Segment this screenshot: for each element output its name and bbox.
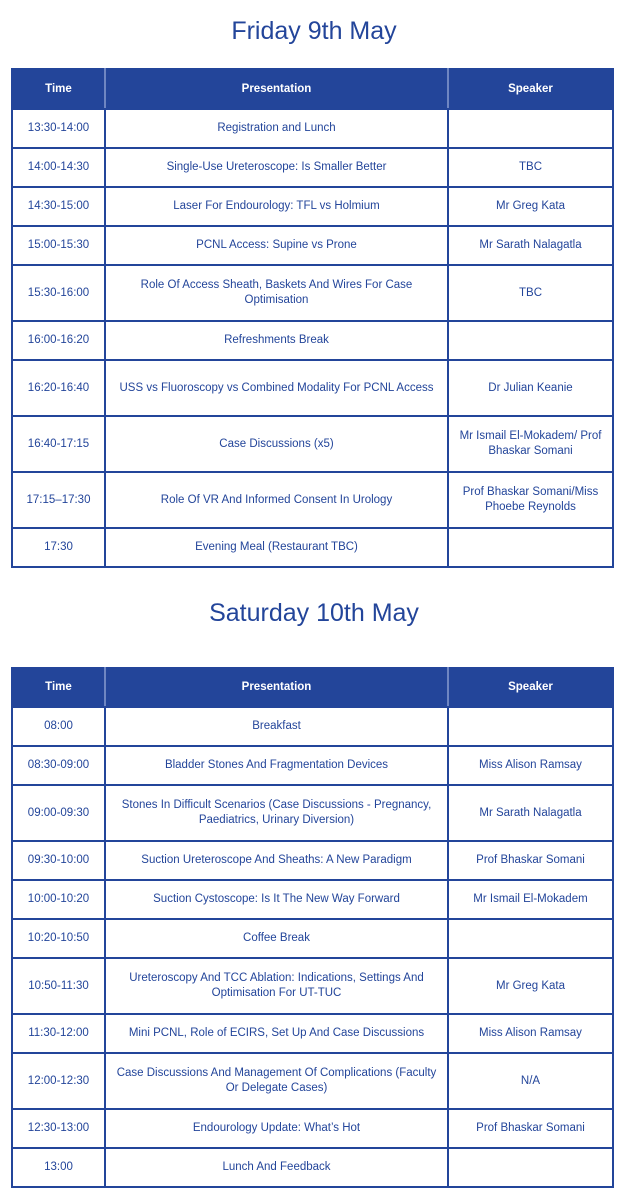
table-row bbox=[12, 321, 613, 360]
table-row bbox=[12, 109, 613, 148]
cell-speaker: Prof Bhaskar Somani bbox=[448, 841, 613, 880]
header-time: Time bbox=[12, 668, 105, 707]
cell-speaker: Miss Alison Ramsay bbox=[448, 1014, 613, 1053]
table-row bbox=[12, 1053, 613, 1109]
table-row bbox=[12, 746, 613, 785]
table-row bbox=[12, 1014, 613, 1053]
cell-speaker: Mr Greg Kata bbox=[448, 958, 613, 1014]
cell-time: 10:50-11:30 bbox=[12, 958, 105, 1014]
header-speaker: Speaker bbox=[448, 668, 613, 707]
cell-presentation: Role Of Access Sheath, Baskets And Wires For Case Optimisation bbox=[105, 265, 448, 321]
cell-time: 12:30-13:00 bbox=[12, 1109, 105, 1148]
cell-speaker: Mr Greg Kata bbox=[448, 187, 613, 226]
cell-time: 13:00 bbox=[12, 1148, 105, 1187]
table-row bbox=[12, 958, 613, 1014]
cell-speaker: Prof Bhaskar Somani/Miss Phoebe Reynolds bbox=[448, 472, 613, 528]
cell-presentation: PCNL Access: Supine vs Prone bbox=[105, 226, 448, 265]
day-title-friday: Friday 9th May bbox=[231, 17, 397, 45]
cell-time: 15:30-16:00 bbox=[12, 265, 105, 321]
cell-presentation: USS vs Fluoroscopy vs Combined Modality For PCNL Access bbox=[105, 360, 448, 416]
header-presentation: Presentation bbox=[105, 668, 448, 707]
header-time: Time bbox=[12, 69, 105, 109]
header-presentation: Presentation bbox=[105, 69, 448, 109]
cell-presentation: Case Discussions (x5) bbox=[105, 416, 448, 472]
cell-presentation: Suction Ureteroscope And Sheaths: A New Paradigm bbox=[105, 841, 448, 880]
cell-speaker bbox=[448, 919, 613, 958]
cell-speaker: Mr Sarath Nalagatla bbox=[448, 226, 613, 265]
cell-speaker: TBC bbox=[448, 265, 613, 321]
cell-time: 10:00-10:20 bbox=[12, 880, 105, 919]
cell-speaker: Dr Julian Keanie bbox=[448, 360, 613, 416]
cell-time: 09:30-10:00 bbox=[12, 841, 105, 880]
table-row bbox=[12, 472, 613, 528]
cell-speaker bbox=[448, 528, 613, 567]
cell-speaker bbox=[448, 1148, 613, 1187]
table-row bbox=[12, 785, 613, 841]
cell-speaker: Mr Ismail El-Mokadem bbox=[448, 880, 613, 919]
cell-speaker: Prof Bhaskar Somani bbox=[448, 1109, 613, 1148]
cell-time: 11:30-12:00 bbox=[12, 1014, 105, 1053]
cell-speaker bbox=[448, 321, 613, 360]
cell-speaker: TBC bbox=[448, 148, 613, 187]
cell-time: 08:30-09:00 bbox=[12, 746, 105, 785]
cell-presentation: Coffee Break bbox=[105, 919, 448, 958]
cell-presentation: Ureteroscopy And TCC Ablation: Indications, Settings And Optimisation For UT-TUC bbox=[105, 958, 448, 1014]
cell-presentation: Suction Cystoscope: Is It The New Way Forward bbox=[105, 880, 448, 919]
cell-speaker: Mr Sarath Nalagatla bbox=[448, 785, 613, 841]
cell-speaker bbox=[448, 109, 613, 148]
cell-time: 16:40-17:15 bbox=[12, 416, 105, 472]
table-row bbox=[12, 528, 613, 567]
cell-time: 14:00-14:30 bbox=[12, 148, 105, 187]
cell-time: 09:00-09:30 bbox=[12, 785, 105, 841]
cell-time: 17:15–17:30 bbox=[12, 472, 105, 528]
cell-presentation: Endourology Update: What’s Hot bbox=[105, 1109, 448, 1148]
table-row bbox=[12, 1109, 613, 1148]
table-row bbox=[12, 880, 613, 919]
cell-presentation: Lunch And Feedback bbox=[105, 1148, 448, 1187]
day-title-saturday: Saturday 10th May bbox=[209, 599, 419, 627]
header-speaker: Speaker bbox=[448, 69, 613, 109]
cell-time: 13:30-14:00 bbox=[12, 109, 105, 148]
cell-time: 16:00-16:20 bbox=[12, 321, 105, 360]
table-row bbox=[12, 841, 613, 880]
cell-time: 10:20-10:50 bbox=[12, 919, 105, 958]
table-header-row bbox=[12, 668, 613, 707]
schedule-table-saturday bbox=[11, 667, 614, 1188]
table-row bbox=[12, 1148, 613, 1187]
cell-speaker bbox=[448, 707, 613, 746]
cell-presentation: Evening Meal (Restaurant TBC) bbox=[105, 528, 448, 567]
cell-speaker: N/A bbox=[448, 1053, 613, 1109]
cell-speaker: Mr Ismail El-Mokadem/ Prof Bhaskar Somani bbox=[448, 416, 613, 472]
table-row bbox=[12, 360, 613, 416]
table-row bbox=[12, 226, 613, 265]
cell-time: 08:00 bbox=[12, 707, 105, 746]
cell-speaker: Miss Alison Ramsay bbox=[448, 746, 613, 785]
cell-presentation: Laser For Endourology: TFL vs Holmium bbox=[105, 187, 448, 226]
schedule-table-friday bbox=[11, 68, 614, 568]
table-row bbox=[12, 919, 613, 958]
cell-time: 14:30-15:00 bbox=[12, 187, 105, 226]
table-row bbox=[12, 265, 613, 321]
cell-presentation: Mini PCNL, Role of ECIRS, Set Up And Case Discussions bbox=[105, 1014, 448, 1053]
cell-presentation: Bladder Stones And Fragmentation Devices bbox=[105, 746, 448, 785]
cell-presentation: Stones In Difficult Scenarios (Case Discussions - Pregnancy, Paediatrics, Urinary Diversion) bbox=[105, 785, 448, 841]
cell-time: 12:00-12:30 bbox=[12, 1053, 105, 1109]
cell-presentation: Registration and Lunch bbox=[105, 109, 448, 148]
table-row bbox=[12, 707, 613, 746]
cell-presentation: Breakfast bbox=[105, 707, 448, 746]
cell-presentation: Case Discussions And Management Of Complications (Faculty Or Delegate Cases) bbox=[105, 1053, 448, 1109]
cell-presentation: Refreshments Break bbox=[105, 321, 448, 360]
cell-time: 16:20-16:40 bbox=[12, 360, 105, 416]
cell-time: 17:30 bbox=[12, 528, 105, 567]
cell-presentation: Single-Use Ureteroscope: Is Smaller Better bbox=[105, 148, 448, 187]
table-header-row bbox=[12, 69, 613, 109]
table-row bbox=[12, 148, 613, 187]
table-row bbox=[12, 416, 613, 472]
cell-time: 15:00-15:30 bbox=[12, 226, 105, 265]
cell-presentation: Role Of VR And Informed Consent In Urology bbox=[105, 472, 448, 528]
table-row bbox=[12, 187, 613, 226]
